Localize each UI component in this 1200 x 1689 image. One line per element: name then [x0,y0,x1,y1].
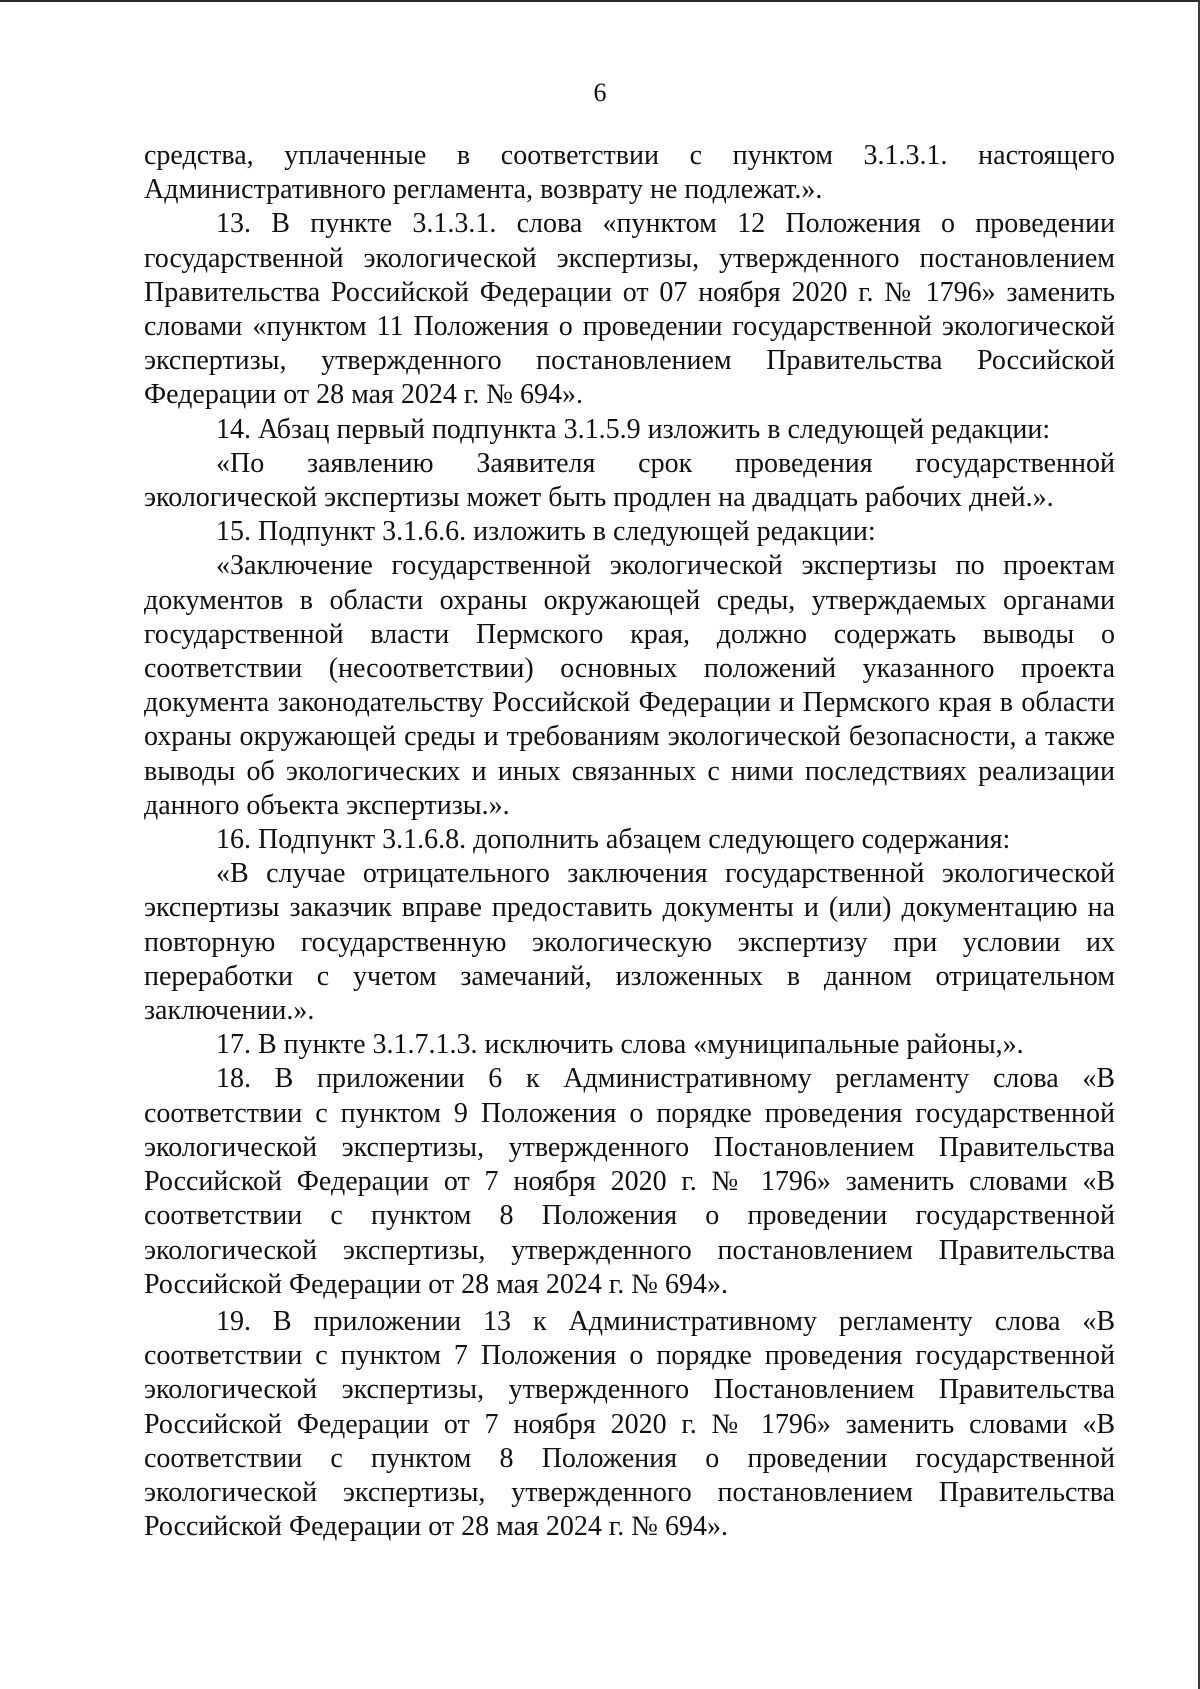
paragraph-quote-16: «В случае отрицательного заключения государственной экологической экспертизы заказчик вправе предоставить документы и (или) документацию на повторную государственную экологическую экспертизу при условии их переработки с учетом замечаний, изложенных в данном отрицательном заключении.». [144,858,1115,1027]
paragraph-item-19: 19. В приложении 13 к Административному регламенту слова «В соответствии с пунктом 7 Положения о порядке проведения государственной экологической экспертизы, утвержденного Постановлением Правительства Российской Федерации от 7 ноября 2020 г. № 1796» заменить словами «В соответствии с пунктом 8 Положения о проведении государственной экологической экспертизы, утвержденного постановлением Правительства Российской Федерации от 28 мая 2024 г. № 694». [144,1305,1115,1543]
document-body [144,139,1115,1544]
paragraph-quote-15: «Заключение государственной экологической экспертизы по проектам документов в области охраны окружающей среды, утверждаемых органами государственной власти Пермского края, должно содержать выводы о соответствии (несоответствии) основных положений указанного проекта документа законодательству Российской Федерации и Пермского края в области охраны окружающей среды и требованиям экологической безопасности, а также выводы об экологических и иных связанных с ними последствиях реализации данного объекта экспертизы.». [144,550,1115,821]
paragraph-item-17: 17. В пункте 3.1.7.1.3. исключить слова «муниципальные районы,». [216,1029,1024,1061]
paragraph-item-13: 13. В пункте 3.1.3.1. слова «пунктом 12 Положения о проведении государственной экологической экспертизы, утвержденного постановлением Правительства Российской Федерации от 07 ноября 2020 г. № 1796» заменить словами «пунктом 11 Положения о проведении государственной экологической экспертизы, утвержденного постановлением Правительства Российской Федерации от 28 мая 2024 г. № 694». [144,208,1115,411]
paragraph-item-16: 16. Подпункт 3.1.6.8. дополнить абзацем следующего содержания: [216,824,1011,856]
paragraph-item-15: 15. Подпункт 3.1.6.6. изложить в следующей редакции: [216,516,876,548]
page-number: 6 [593,78,607,107]
paragraph-item-14: 14. Абзац первый подпункта 3.1.5.9 изложить в следующей редакции: [216,413,1051,445]
paragraph-continuation: средства, уплаченные в соответствии с пунктом 3.1.3.1. настоящего Административного регламента, возврату не подлежат.». [144,140,1115,206]
paragraph-item-18: 18. В приложении 6 к Административному регламенту слова «В соответствии с пунктом 9 Положения о порядке проведения государственной экологической экспертизы, утвержденного Постановлением Правительства Российской Федерации от 7 ноября 2020 г. № 1796» заменить словами «В соответствии с пунктом 8 Положения о проведении государственной экологической экспертизы, утвержденного постановлением Правительства Российской Федерации от 28 мая 2024 г. № 694». [144,1063,1115,1300]
paragraph-quote-14: «По заявлению Заявителя срок проведения государственной экологической экспертизы может быть продлен на двадцать рабочих дней.». [144,447,1115,514]
